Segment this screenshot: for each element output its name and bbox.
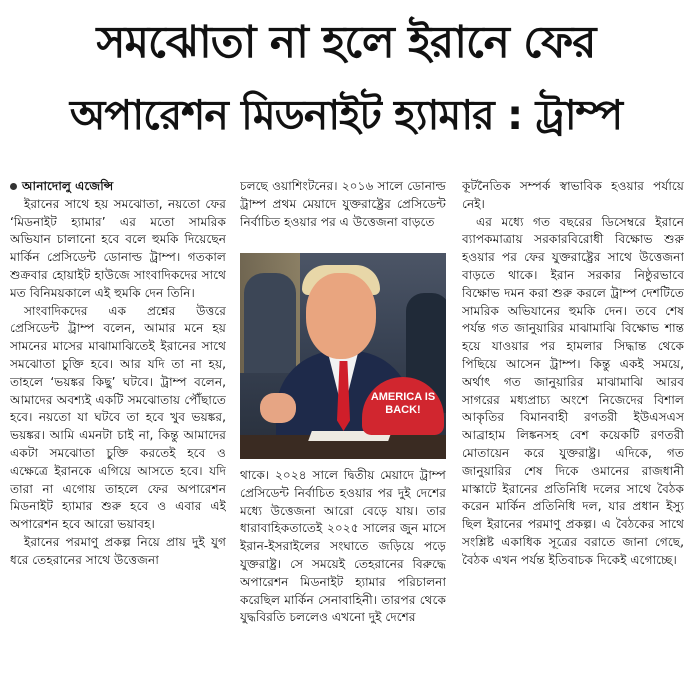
paragraph: এর মধ্যে গত বছরের ডিসেম্বরে ইরানে ব্যাপকমাত্রায় সরকারবিরোধী বিক্ষোভ শুরু হওয়ার পর ফের যুক্তরাষ্ট্রের সাথে উত্তেজনা বাড়তে থাকে। ইরান সরকার নিষ্ঠুরভাবে বিক্ষোভ দমন করা শুরু করলে ট্রাম্প দেশটিতে সামরিক অভিযানের হুমকি দেন। তবে শেষ পর্যন্ত গত জানুয়ারির মাঝামাঝি বিক্ষোভ শান্ত হয়ে যাওয়ার পর হামলার সিদ্ধান্ত থেকে পিছিয়ে আসেন ট্রাম্প। কিন্তু একই সময়ে, অর্থাৎ গত জানুয়ারির মাঝামাঝি আরব সাগরের মধ্যপ্রাচ্য অংশে নিজেদের বিশাল আকৃতির বিমানবাহী রণতরী ইউএসএস আব্রাহাম লিঙ্কনসহ বেশ কয়েকটি রণতরী মোতায়েন করে যুক্তরাষ্ট্র। এদিকে, গত জানুয়ারির শেষ দিকে ওমানের রাজধানী মাস্কাটে ইরানের প্রতিনিধি দলের সাথে বৈঠক করেন মার্কিন প্রতিনিধি দল, যার প্রধান ইস্যু ছিল ইরানের পরমাণু প্রকল্প। এ বৈঠকের সাথে সংশ্লিষ্ট একাধিক সূত্রের বরাতে জানা গেছে, বৈঠক এখন পর্যন্ত ইতিবাচক দিকেই এগোচ্ছে। [462, 214, 684, 567]
article-column-2 [240, 178, 446, 688]
paragraph: ইরানের সাথে হয় সমঝোতা, নয়তো ফের ‘মিডনাইট হ্যামার’ এর মতো সামরিক অভিযান চালানো হবে বলে হুমকি দিয়েছেন মার্কিন প্রেসিডেন্ট ডোনাল্ড ট্রাম্প। গতকাল শুক্রবার হোয়াইট হাউজে সাংবাদিকদের সাথে মত বিনিময়কালে এই হুমকি দেন তিনি। [10, 196, 226, 300]
paragraph: কূটনৈতিক সম্পর্ক স্বাভাবিক হওয়ার পর্যায়ে নেই। [462, 179, 684, 211]
paragraph: চলছে ওয়াশিংটনের। ২০১৬ সালে ডোনাল্ড ট্রাম্প প্রথম মেয়াদে যুক্তরাষ্ট্রের প্রেসিডেন্ট নির্বাচিত হওয়ার পর এ উত্তেজনা বাড়তে [240, 179, 446, 229]
headline-line-2: অপারেশন মিডনাইট হ্যামার : ট্রাম্প [69, 91, 623, 139]
paragraph: ইরানের পরমাণু প্রকল্প নিয়ে প্রায় দুই যুগ ধরে তেহরানের সাথে উত্তেজনা [10, 534, 226, 567]
paragraph: সাংবাদিকদের এক প্রশ্নের উত্তরে প্রেসিডেন্ট ট্রাম্প বলেন, আমার মনে হয় সামনের মাসের মাঝামাঝিতেই ইরানের সাথে সমঝোতা চুক্তি হবে। আর যদি তা না হয়, তাহলে ‘ভয়ঙ্কর কিছু’ ঘটবে। ট্রাম্প বলেন, আমাদের অবশ্যই একটি সমঝোতায় পৌঁছাতে হবে। নয়তো যা ঘটবে তা হবে খুব ভয়ঙ্কর, ভয়ঙ্কর। আমি এমনটা চাই না, কিন্তু আমাদের একটা সমঝোতা চুক্তি করতেই হবে ও এক্ষেত্রে ইরানকে এগিয়ে আসতে হবে। যদি তারা না এগোয় তাহলে ফের অপারেশন মিডনাইট হ্যামার শুরু হবে ও এবার এই অপারেশন হবে আরো ভয়াবহ। [10, 303, 226, 532]
red-cap: AMERICA IS BACK! [362, 377, 444, 435]
byline [10, 178, 226, 196]
article-column-3 [462, 178, 684, 688]
headline-line-1: সমঝোতা না হলে ইরানে ফের [96, 17, 596, 68]
news-photo [240, 253, 446, 459]
bullet-icon [10, 183, 17, 190]
article-column-1 [10, 178, 226, 688]
byline-text: আনাদোলু এজেন্সি [22, 179, 114, 193]
paragraph: থাকে। ২০২৪ সালে দ্বিতীয় মেয়াদে ট্রাম্প প্রেসিডেন্ট নির্বাচিত হওয়ার পর দুই দেশের মধ্যে উত্তেজনা আরো বেড়ে যায়। তার ধারাবাহিকতাতেই ২০২৫ সালের জুন মাসে ইরান-ইসরাইলের সংঘাতে জড়িয়ে পড়ে যুক্তরাষ্ট্র। সে সময়েই তেহরানের বিরুদ্ধে অপারেশন মিডনাইট হ্যামার পরিচালনা করেছিল মার্কিন সেনাবাহিনী। তারপর থেকে যুদ্ধবিরতি চললেও এখনো দুই দেশের [240, 468, 446, 625]
